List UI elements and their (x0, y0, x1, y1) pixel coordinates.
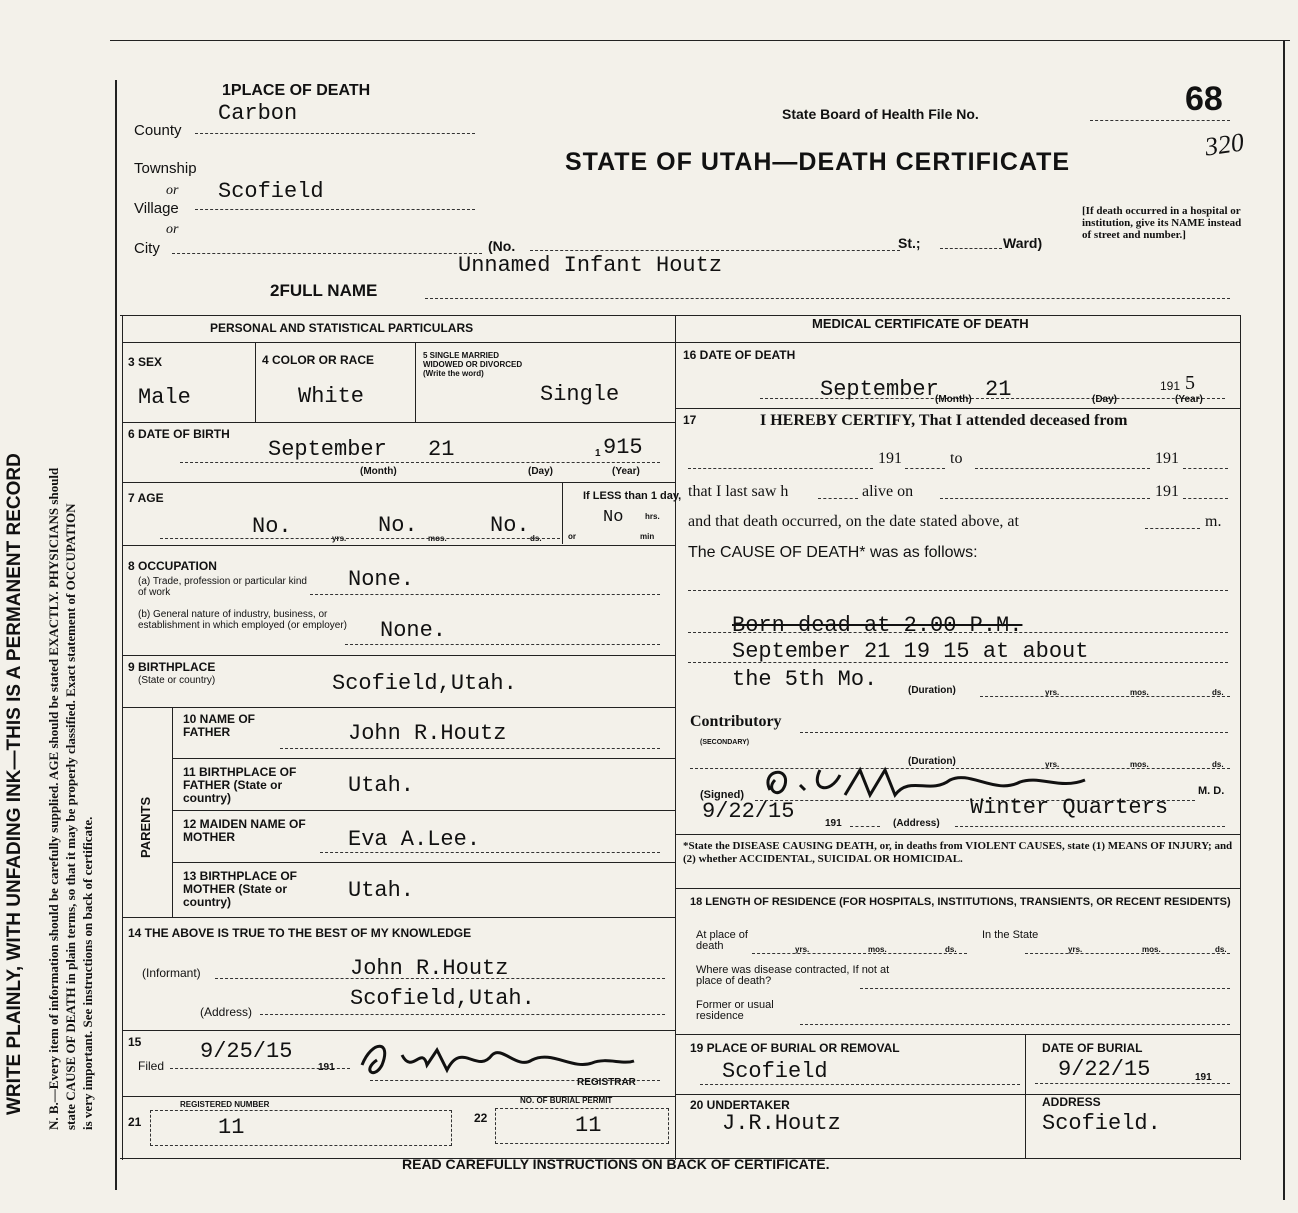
cause-line-2 (688, 632, 1228, 633)
duration-yrs-1: yrs. (1045, 688, 1060, 697)
certify-191c: 191 (1155, 483, 1179, 500)
residence-ds-1: ds. (945, 945, 957, 954)
dod-year-suffix: 5 (1185, 372, 1195, 394)
dob-day-caption: (Day) (528, 466, 554, 477)
village-value: Scofield (218, 179, 324, 204)
dob-year-prefix: 1 (595, 448, 601, 459)
residence-in-state-label: In the State (982, 929, 1039, 941)
duration-mos-1: mos. (1130, 688, 1149, 697)
village-line (195, 209, 475, 210)
nb-margin-line-1: N. B.—Every item of information should be carefully supplied. AGE should be stated EXACTLY. PHYSICIANS should (46, 467, 61, 1130)
certify-191b-line (1183, 468, 1228, 469)
registered-number-value: 11 (218, 1115, 245, 1140)
age-less-divider (562, 482, 563, 544)
birthplace-sub: (State or country) (138, 675, 216, 686)
dob-year-caption: (Year) (612, 466, 640, 477)
certify-191b: 191 (1155, 450, 1179, 467)
parents-rule-3 (172, 862, 675, 863)
undertaker-name: J.R.Houtz (722, 1111, 841, 1136)
registered-number-num: 21 (128, 1115, 142, 1129)
color-divider (415, 342, 416, 422)
or-label-1: or (166, 183, 179, 198)
township-label: Township (134, 160, 197, 177)
registered-number-box (150, 1110, 452, 1146)
mother-birthplace-label: 13 BIRTHPLACE OF MOTHER (State or country) (183, 869, 298, 909)
burial-permit-value: 11 (575, 1113, 602, 1138)
right-frame-line (1283, 40, 1285, 1200)
dob-year: 915 (603, 435, 643, 460)
burial-place-value: Scofield (722, 1059, 828, 1084)
age-label: 7 AGE (128, 491, 164, 505)
age-years: No. (252, 514, 292, 539)
occupation-b-label: (b) General nature of industry, business, or establishment in which employed (or employer) (138, 609, 347, 631)
row-rule-2 (122, 482, 675, 483)
cause-of-death-label: The CAUSE OF DEATH* was as follows: (688, 544, 978, 561)
full-name-line (425, 298, 1230, 299)
color-value: White (298, 384, 365, 409)
row-rule-6 (122, 917, 675, 918)
certify-191a-line (905, 468, 945, 469)
ward-line (940, 248, 1002, 249)
residence-yrs-2: yrs. (1068, 945, 1083, 954)
dob-line (180, 462, 660, 463)
parents-rule-1 (172, 758, 675, 759)
informant-address-line (260, 1014, 665, 1015)
marital-value: Single (540, 382, 620, 407)
filed-number: 15 (128, 1035, 142, 1049)
occupation-a-line (310, 594, 660, 595)
cause-struck-line: Born dead at 2.00 P.M. (732, 613, 1023, 638)
certify-line-1: I HEREBY CERTIFY, That I attended deceased from (760, 412, 1128, 429)
cause-line-3 (688, 662, 1228, 663)
duration-mos-2: mos. (1130, 760, 1149, 769)
medical-rule-5 (675, 1094, 1240, 1095)
filed-date: 9/25/15 (200, 1039, 293, 1064)
former-residence-line (800, 1024, 1230, 1025)
nb-margin-line-2: state CAUSE OF DEATH in plain terms, so that it may be properly classified. Exact statement of OCCUPATION (63, 503, 78, 1130)
row-rule-5 (122, 707, 675, 708)
cause-line-1 (688, 590, 1228, 591)
medical-heading: MEDICAL CERTIFICATE OF DEATH (812, 316, 1029, 331)
duration-yrs-2: yrs. (1045, 760, 1060, 769)
mother-line (320, 852, 660, 853)
disease-contracted-line (860, 988, 1230, 989)
informant-address: Scofield,Utah. (350, 986, 535, 1011)
burial-divider (1025, 1034, 1026, 1158)
medical-rule-2 (675, 834, 1240, 835)
dod-line (760, 398, 1225, 399)
village-label: Village (134, 200, 179, 217)
dod-month: September (820, 377, 939, 402)
cause-footnote: *State the DISEASE CAUSING DEATH, or, in deaths from VIOLENT CAUSES, state (1) MEANS OF INJURY; and (2) whether ACCIDENTAL, SUICIDAL OR HOMICIDAL. (683, 840, 1233, 865)
dob-month-caption: (Month) (360, 466, 397, 477)
dod-year-caption: (Year) (1175, 394, 1203, 405)
contributory-label: Contributory (690, 713, 782, 730)
or-label-2: or (166, 222, 179, 237)
ward-label: Ward) (1003, 235, 1043, 251)
former-residence-label: Former or usual residence (696, 999, 774, 1022)
full-name-value: Unnamed Infant Houtz (458, 253, 723, 278)
signed-address-line (955, 826, 1225, 827)
file-number-line (1090, 120, 1230, 121)
informant-label: (Informant) (142, 966, 201, 980)
left-frame-line (115, 80, 117, 1190)
father-label: 10 NAME OF FATHER (183, 712, 256, 739)
certify-line-3: that I last saw h (688, 483, 789, 500)
dob-month: September (268, 437, 387, 462)
mother-value: Eva A.Lee. (348, 827, 481, 852)
informant-heading: 14 THE ABOVE IS TRUE TO THE BEST OF MY KNOWLEDGE (128, 926, 472, 940)
marital-label: 5 SINGLE MARRIED WIDOWED OR DIVORCED (Write the word) (423, 351, 523, 378)
medical-rule-1 (675, 408, 1240, 409)
undertaker-address-label: ADDRESS (1042, 1095, 1101, 1109)
certify-number: 17 (683, 413, 697, 427)
undertaker-address: Scofield. (1042, 1111, 1161, 1136)
row-rule-7 (122, 1030, 675, 1031)
burial-permit-label: NO. OF BURIAL PERMIT (520, 1096, 613, 1105)
signed-label: (Signed) (700, 789, 744, 801)
age-days: No. (490, 513, 530, 538)
certify-m: m. (1205, 513, 1222, 530)
or-min-caption: or (568, 532, 576, 541)
personal-heading: PERSONAL AND STATISTICAL PARTICULARS (210, 321, 474, 335)
less-than-label: If LESS than 1 day, (583, 490, 682, 502)
father-line (280, 748, 660, 749)
min-caption: min (640, 532, 655, 541)
birthplace-value: Scofield,Utah. (332, 671, 517, 696)
dod-year: 191 (1160, 379, 1181, 393)
duration-line-1 (980, 696, 1230, 697)
dod-day: 21 (985, 377, 1012, 402)
city-label: City (134, 240, 160, 257)
burial-permit-num: 22 (474, 1111, 488, 1125)
informant-address-label: (Address) (200, 1005, 253, 1019)
right-grid-line (1240, 315, 1241, 1160)
occupation-b-line (345, 644, 660, 645)
parents-divider (172, 707, 173, 917)
left-grid-line (122, 315, 123, 1160)
age-ds-caption: ds. (530, 534, 542, 543)
full-name-label: 2FULL NAME (270, 281, 378, 300)
color-label: 4 COLOR OR RACE (262, 353, 375, 367)
city-line (172, 253, 482, 254)
undertaker-label: 20 UNDERTAKER (690, 1098, 790, 1112)
permanent-record-margin: WRITE PLAINLY, WITH UNFADING INK—THIS IS A PERMANENT RECORD (4, 453, 25, 1115)
certify-h-line (818, 498, 858, 499)
certify-line-4: and that death occurred, on the date stated above, at (688, 513, 1019, 530)
row-rule-3 (122, 545, 675, 546)
county-value: Carbon (218, 101, 298, 126)
nb-margin-line-3: is very important. See instructions on back of certificate. (80, 816, 95, 1130)
signed-date: 9/22/15 (702, 799, 795, 824)
burial-place-line (700, 1084, 1020, 1085)
duration-ds-1: ds. (1212, 688, 1224, 697)
occupation-label: 8 OCCUPATION (128, 559, 217, 573)
county-line (195, 133, 475, 134)
father-birthplace-label: 11 BIRTHPLACE OF FATHER (State or country) (183, 765, 297, 805)
residence-mos-2: mos. (1142, 945, 1161, 954)
hrs-caption: hrs. (645, 512, 660, 521)
certify-alive: alive on (862, 483, 914, 500)
occupation-b-value: None. (380, 618, 447, 643)
secondary-caption: (SECONDARY) (700, 739, 750, 746)
burial-date-value: 9/22/15 (1058, 1057, 1151, 1082)
hospital-note: [If death occurred in a hospital or institution, give its NAME instead of street and number.] (1082, 205, 1242, 241)
birthplace-label: 9 BIRTHPLACE (128, 660, 216, 674)
mother-birthplace-value: Utah. (348, 878, 415, 903)
residence-mos-1: mos. (868, 945, 887, 954)
sex-label: 3 SEX (128, 355, 163, 369)
father-value: John R.Houtz (348, 721, 507, 746)
street-line (530, 250, 900, 251)
certify-at-line (1145, 528, 1200, 529)
date-of-death-label: 16 DATE OF DEATH (683, 348, 796, 362)
certify-from-line (688, 468, 873, 469)
dob-label: 6 DATE OF BIRTH (128, 427, 230, 441)
burial-date-label: DATE OF BURIAL (1042, 1041, 1143, 1055)
informant-name: John R.Houtz (350, 956, 509, 981)
duration-caption-2: (Duration) (908, 756, 956, 767)
residence-line-1 (752, 953, 967, 954)
burial-date-line (1035, 1083, 1230, 1084)
registrar-label: REGISTRAR (577, 1077, 636, 1088)
street-no-label: (No. (488, 238, 516, 254)
filed-label: Filed (138, 1059, 165, 1073)
row-rule-4 (122, 655, 675, 656)
file-number-label: State Board of Health File No. (782, 106, 979, 122)
duration-caption-1: (Duration) (908, 685, 956, 696)
parents-rule-2 (172, 810, 675, 811)
top-grid-line (120, 315, 1240, 316)
informant-line (215, 978, 665, 979)
less-value: No (603, 508, 624, 527)
certify-to-line (975, 468, 1150, 469)
signed-year: 191 (825, 818, 842, 829)
signed-year-line (850, 826, 880, 827)
signed-address: Winter Quarters (970, 795, 1169, 820)
age-mos-caption: mos. (428, 534, 447, 543)
mother-label: 12 MAIDEN NAME OF MOTHER (183, 817, 306, 844)
burial-place-label: 19 PLACE OF BURIAL OR REMOVAL (690, 1041, 900, 1055)
father-birthplace-value: Utah. (348, 773, 415, 798)
occupation-a-value: None. (348, 567, 415, 592)
residence-at-place-label: At place of death (696, 929, 748, 952)
md-label: M. D. (1198, 785, 1225, 797)
certify-alive-line (940, 498, 1150, 499)
parents-side-label: PARENTS (138, 796, 153, 858)
residence-label: 18 LENGTH OF RESIDENCE (FOR HOSPITALS, INSTITUTIONS, TRANSIENTS, OR RECENT RESIDENTS) (690, 896, 1231, 908)
contributory-line (800, 732, 1228, 733)
cause-line-3-text: the 5th Mo. (732, 667, 878, 692)
residence-line-2 (1025, 953, 1230, 954)
residence-yrs-1: yrs. (795, 945, 810, 954)
sex-divider (255, 342, 256, 422)
dod-day-caption: (Day) (1092, 394, 1118, 405)
medical-rule-3 (675, 888, 1240, 889)
dob-day: 21 (428, 437, 455, 462)
signed-address-label: (Address) (893, 818, 940, 829)
cause-line-2-text: September 21 19 15 at about (732, 639, 1089, 664)
county-label: County (134, 122, 182, 139)
medical-heading-rule (675, 342, 1240, 343)
certify-to: to (950, 450, 963, 467)
age-line (160, 538, 560, 539)
medical-rule-4 (675, 1034, 1240, 1035)
personal-heading-rule (122, 342, 675, 343)
filed-year-suffix: 191 (318, 1062, 335, 1073)
certify-191c-line (1183, 498, 1228, 499)
certificate-title: STATE OF UTAH—DEATH CERTIFICATE (565, 148, 1071, 176)
age-yrs-caption: yrs. (332, 534, 347, 543)
occupation-a-label: (a) Trade, profession or particular kind of work (138, 576, 307, 598)
st-label: St.; (898, 235, 921, 251)
age-months: No. (378, 513, 418, 538)
place-of-death-heading: 1PLACE OF DEATH (222, 82, 371, 99)
burial-date-suffix: 191 (1195, 1072, 1212, 1083)
sex-value: Male (138, 385, 191, 410)
dod-month-caption: (Month) (935, 394, 972, 405)
disease-contracted-label: Where was disease contracted, If not at place of death? (696, 964, 890, 987)
row-rule-1 (122, 422, 675, 423)
footer-instructions: READ CAREFULLY INSTRUCTIONS ON BACK OF CERTIFICATE. (402, 1156, 830, 1172)
residence-ds-2: ds. (1215, 945, 1227, 954)
certify-191a: 191 (878, 450, 902, 467)
registered-number-label: REGISTERED NUMBER (180, 1100, 270, 1109)
top-frame-line (110, 40, 1290, 41)
file-number-value: 68 (1185, 80, 1223, 118)
duration-ds-2: ds. (1212, 760, 1224, 769)
file-number-note: 320 (1203, 127, 1246, 162)
